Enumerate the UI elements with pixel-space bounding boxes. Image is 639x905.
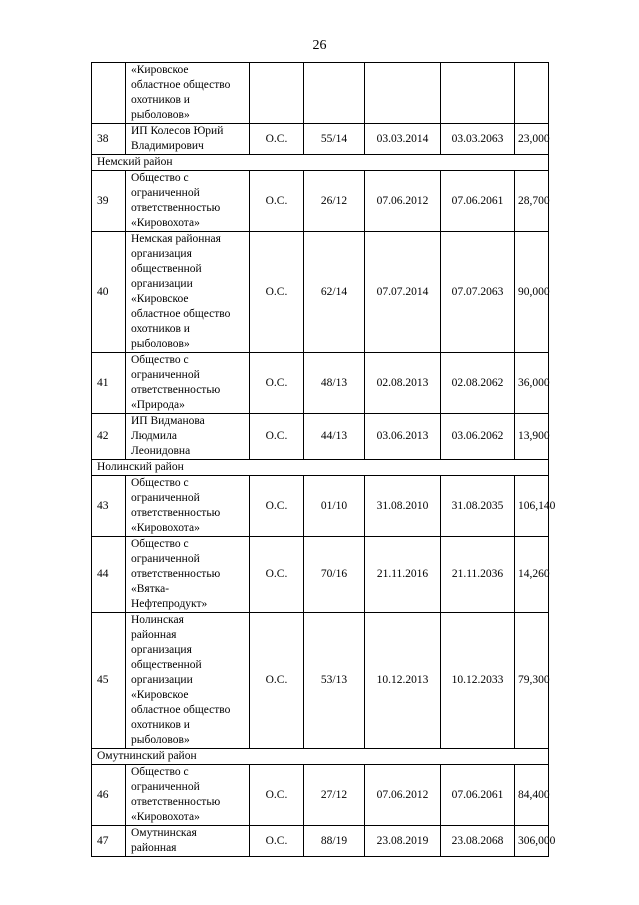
row-number: 40	[92, 232, 126, 353]
end-date: 07.07.2063	[441, 232, 515, 353]
start-date: 07.07.2014	[365, 232, 441, 353]
organization-name-line: районная	[131, 629, 177, 641]
organization-name-line: ответственностью	[131, 202, 221, 214]
organization-name-line: «Природа»	[131, 399, 185, 411]
start-date: 07.06.2012	[365, 171, 441, 232]
organization-name-line: ответственностью	[131, 568, 221, 580]
agreement-number: 55/14	[304, 124, 365, 155]
agreement-number: 62/14	[304, 232, 365, 353]
organization-name-line: Общество с	[131, 172, 189, 184]
section-row	[92, 460, 549, 476]
table-row	[92, 476, 549, 537]
end-date: 02.08.2062	[441, 353, 515, 414]
organization-name-line: «Кировское	[131, 293, 189, 305]
start-date: 23.08.2019	[365, 826, 441, 857]
row-number	[92, 63, 126, 124]
organization-name-line: Нефтепродукт»	[131, 598, 208, 610]
area-value: 84,400	[515, 765, 549, 826]
row-number: 47	[92, 826, 126, 857]
section-row	[92, 155, 549, 171]
organization-name	[126, 124, 250, 155]
organization-name-line: «Кировское	[131, 64, 189, 76]
start-date: 31.08.2010	[365, 476, 441, 537]
organization-name-line: организация	[131, 248, 192, 260]
organization-name-line: ответственностью	[131, 384, 221, 396]
organization-name-line: Общество с	[131, 538, 189, 550]
organization-name	[126, 476, 250, 537]
organization-name-line: организации	[131, 278, 193, 290]
ground-type: О.С.	[250, 232, 304, 353]
organization-name-line: ограниченной	[131, 369, 200, 381]
ground-type: О.С.	[250, 826, 304, 857]
hunting-grounds-table	[91, 62, 556, 857]
organization-name-line: «Кировохота»	[131, 217, 200, 229]
start-date: 03.03.2014	[365, 124, 441, 155]
end-date: 03.03.2063	[441, 124, 515, 155]
end-date	[441, 63, 515, 124]
start-date	[365, 63, 441, 124]
organization-name-line: рыболовов»	[131, 734, 190, 746]
row-number: 41	[92, 353, 126, 414]
area-value: 36,000	[515, 353, 549, 414]
area-value: 28,700	[515, 171, 549, 232]
organization-name	[126, 765, 250, 826]
organization-name-line: ограниченной	[131, 492, 200, 504]
area-value: 106,140	[515, 476, 549, 537]
table-row	[92, 232, 549, 353]
organization-name-line: «Вятка-	[131, 583, 170, 595]
end-date: 07.06.2061	[441, 765, 515, 826]
row-number: 42	[92, 414, 126, 460]
table-row	[92, 613, 549, 749]
start-date: 02.08.2013	[365, 353, 441, 414]
ground-type: О.С.	[250, 613, 304, 749]
organization-name-line: охотников и	[131, 323, 190, 335]
row-number: 39	[92, 171, 126, 232]
organization-name-line: рыболовов»	[131, 338, 190, 350]
agreement-number	[304, 63, 365, 124]
ground-type: О.С.	[250, 171, 304, 232]
end-date: 10.12.2033	[441, 613, 515, 749]
organization-name	[126, 613, 250, 749]
organization-name	[126, 414, 250, 460]
organization-name	[126, 826, 250, 857]
organization-name-line: «Кировохота»	[131, 811, 200, 823]
end-date: 23.08.2068	[441, 826, 515, 857]
agreement-number: 88/19	[304, 826, 365, 857]
ground-type: О.С.	[250, 124, 304, 155]
area-value: 306,000	[515, 826, 549, 857]
start-date: 10.12.2013	[365, 613, 441, 749]
organization-name-line: рыболовов»	[131, 109, 190, 121]
area-value: 23,000	[515, 124, 549, 155]
agreement-number: 01/10	[304, 476, 365, 537]
ground-type: О.С.	[250, 537, 304, 613]
table-row	[92, 765, 549, 826]
organization-name-line: Общество с	[131, 766, 189, 778]
district-title: Немский район	[92, 155, 549, 171]
organization-name-line: ИП Колесов Юрий	[131, 125, 224, 137]
organization-name-line: ответственностью	[131, 507, 221, 519]
organization-name-line: организации	[131, 674, 193, 686]
organization-name	[126, 171, 250, 232]
organization-name-line: ограниченной	[131, 781, 200, 793]
row-number: 38	[92, 124, 126, 155]
end-date: 07.06.2061	[441, 171, 515, 232]
organization-name-line: районная	[131, 842, 177, 854]
organization-name-line: ответственностью	[131, 796, 221, 808]
organization-name	[126, 232, 250, 353]
organization-name-line: Общество с	[131, 354, 189, 366]
table-row-continuation	[92, 63, 549, 124]
organization-name-line: Леонидовна	[131, 445, 191, 457]
district-title: Омутнинский район	[92, 749, 549, 765]
organization-name	[126, 353, 250, 414]
table-row	[92, 353, 549, 414]
start-date: 03.06.2013	[365, 414, 441, 460]
agreement-number: 44/13	[304, 414, 365, 460]
area-value: 79,300	[515, 613, 549, 749]
section-row	[92, 749, 549, 765]
organization-name-line: «Кировохота»	[131, 522, 200, 534]
end-date: 31.08.2035	[441, 476, 515, 537]
table-row	[92, 124, 549, 155]
organization-name-line: Омутнинская	[131, 827, 197, 839]
start-date: 21.11.2016	[365, 537, 441, 613]
agreement-number: 48/13	[304, 353, 365, 414]
agreement-number: 53/13	[304, 613, 365, 749]
row-number: 46	[92, 765, 126, 826]
start-date: 07.06.2012	[365, 765, 441, 826]
agreement-number: 70/16	[304, 537, 365, 613]
district-title: Нолинский район	[92, 460, 549, 476]
table-row	[92, 414, 549, 460]
organization-name-line: общественной	[131, 263, 202, 275]
organization-name-line: областное общество	[131, 308, 231, 320]
organization-name-line: Немская районная	[131, 233, 221, 245]
organization-name-line: охотников и	[131, 719, 190, 731]
agreement-number: 27/12	[304, 765, 365, 826]
row-number: 43	[92, 476, 126, 537]
area-value: 13,900	[515, 414, 549, 460]
end-date: 21.11.2036	[441, 537, 515, 613]
area-value: 14,260	[515, 537, 549, 613]
row-number: 44	[92, 537, 126, 613]
organization-name-line: охотников и	[131, 94, 190, 106]
organization-name-line: ограниченной	[131, 553, 200, 565]
organization-name-line: организация	[131, 644, 192, 656]
table-row	[92, 171, 549, 232]
organization-name	[126, 537, 250, 613]
organization-name-line: Людмила	[131, 430, 177, 442]
organization-name-line: «Кировское	[131, 689, 189, 701]
organization-name-line: областное общество	[131, 704, 231, 716]
area-value	[515, 63, 549, 124]
organization-name-line: Владимирович	[131, 140, 204, 152]
ground-type: О.С.	[250, 765, 304, 826]
organization-name-line: ограниченной	[131, 187, 200, 199]
organization-name-line: областное общество	[131, 79, 231, 91]
table-row	[92, 826, 549, 857]
ground-type: О.С.	[250, 476, 304, 537]
ground-type: О.С.	[250, 414, 304, 460]
organization-name	[126, 63, 250, 124]
organization-name-line: Нолинская	[131, 614, 184, 626]
ground-type	[250, 63, 304, 124]
ground-type: О.С.	[250, 353, 304, 414]
organization-name-line: ИП Видманова	[131, 415, 205, 427]
table-row	[92, 537, 549, 613]
row-number: 45	[92, 613, 126, 749]
organization-name-line: Общество с	[131, 477, 189, 489]
end-date: 03.06.2062	[441, 414, 515, 460]
area-value: 90,000	[515, 232, 549, 353]
agreement-number: 26/12	[304, 171, 365, 232]
organization-name-line: общественной	[131, 659, 202, 671]
page-number: 26	[312, 38, 327, 53]
